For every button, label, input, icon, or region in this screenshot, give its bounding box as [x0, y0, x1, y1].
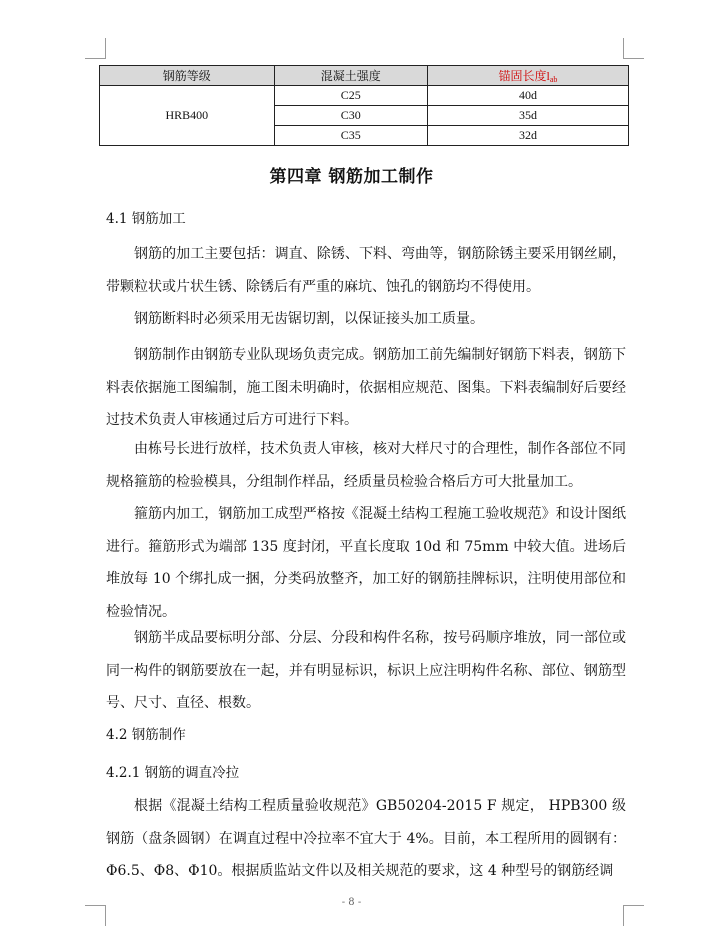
- cell-strength: C30: [274, 106, 427, 126]
- section-heading-4-2: 4.2 钢筋制作: [106, 727, 186, 743]
- paragraph-6: 钢筋半成品要标明分部、分层、分段和构件名称，按号码顺序堆放，同一部位或同一构件的钢筋要放在一起，并有明显标识，标识上应注明构件名称、部位、钢筋型号、尺寸、直径、根数。: [106, 630, 626, 711]
- section-heading-4-2-1: 4.2.1 钢筋的调直冷拉: [106, 765, 240, 781]
- crop-mark-top-right: [623, 38, 644, 59]
- paragraph-3: 钢筋制作由钢筋专业队现场负责完成。钢筋加工前先编制好钢筋下料表，钢筋下料表依据施工图编制，施工图未明确时，依据相应规范、图集。下料表编制好后要经过技术负责人审核通过后方可进行下料。: [106, 347, 626, 428]
- cell-strength: C25: [274, 86, 427, 106]
- header-anchorage-length: 锚固长度$l_{ab}$: [427, 66, 628, 86]
- crop-mark-bottom-left: [85, 905, 106, 926]
- table-header-row: [100, 66, 629, 86]
- table-row: [100, 86, 629, 106]
- header-concrete-strength: 混凝土强度: [274, 66, 427, 86]
- crop-mark-bottom-right: [623, 905, 644, 926]
- chapter-title: 第四章 钢筋加工制作: [269, 167, 434, 187]
- crop-mark-top-left: [85, 38, 106, 59]
- section-heading-4-1: 4.1 钢筋加工: [106, 211, 186, 227]
- cell-strength: C35: [274, 126, 427, 146]
- paragraph-1: 钢筋的加工主要包括：调直、除锈、下料、弯曲等，钢筋除锈主要采用钢丝刷，带颗粒状或片状生锈、除锈后有严重的麻坑、蚀孔的钢筋均不得使用。: [106, 246, 626, 295]
- paragraph-2: 钢筋断料时必须采用无齿锯切割，以保证接头加工质量。: [134, 311, 484, 327]
- paragraph-4: 由栋号长进行放样，技术负责人审核，核对大样尺寸的合理性，制作各部位不同规格箍筋的检验模具，分组制作样品，经质量员检验合格后方可大批量加工。: [106, 441, 626, 490]
- cell-grade: HRB400: [100, 86, 275, 146]
- paragraph-5: 箍筋内加工，钢筋加工成型严格按《混凝土结构工程施工验收规范》和设计图纸进行。箍筋形式为端部 135 度封闭，平直长度取 10d 和 75mm 中较大值。进场后堆放每 10 个绑扎成一捆，分类码放整齐，加工好的钢筋挂牌标识，注明使用部位和检验情况。: [106, 506, 626, 620]
- cell-length: 35d: [427, 106, 628, 126]
- page-number: - 8 -: [341, 897, 362, 908]
- cell-length: 40d: [427, 86, 628, 106]
- cell-length: 32d: [427, 126, 628, 146]
- header-steel-grade: 钢筋等级: [100, 66, 275, 86]
- paragraph-7: 根据《混凝土结构工程质量验收规范》GB50204-2015 F 规定， HPB300 级钢筋（盘条圆钢）在调直过程中冷拉率不宜大于 4%。目前，本工程所用的圆钢有：Φ6.5、Φ8、Φ10。根据质监站文件以及相关规范的要求，这 4 种型号的钢筋经调: [106, 798, 626, 879]
- anchorage-length-table: [99, 65, 629, 146]
